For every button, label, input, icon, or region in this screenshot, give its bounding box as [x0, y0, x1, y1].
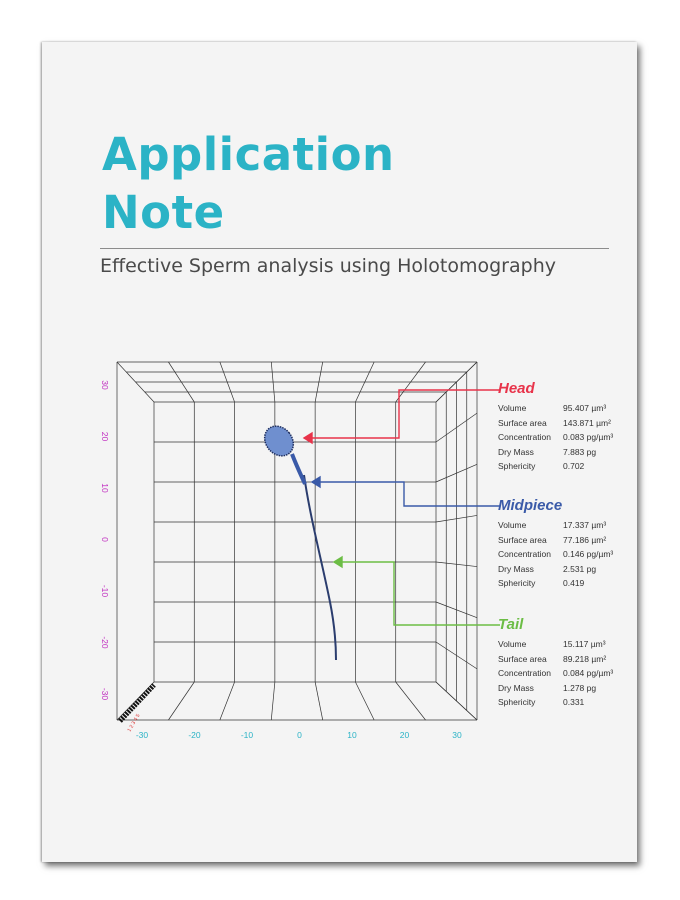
x-tick-label: 10 [347, 730, 357, 740]
stat-label: Concentration [498, 432, 551, 443]
stat-value: 89.218 µm² [563, 653, 607, 664]
head-pointer [304, 390, 500, 443]
svg-text:1 2 3 4 5: 1 2 3 4 5 [126, 713, 142, 733]
floor-gridline [396, 682, 426, 720]
y-tick-label: 20 [100, 431, 110, 442]
midpiece-stats-panel [498, 497, 648, 591]
x-tick-label: -30 [135, 730, 149, 740]
stat-value: 1.278 pg [563, 682, 597, 693]
stat-label: Dry Mass [498, 563, 534, 574]
stat-row [498, 666, 648, 681]
stat-value: 0.083 pg/µm³ [563, 432, 614, 443]
stat-row [498, 518, 648, 533]
stat-row [498, 401, 648, 416]
stat-value: 0.702 [563, 461, 585, 472]
stat-label: Sphericity [498, 697, 536, 708]
stat-label: Dry Mass [498, 682, 534, 693]
stat-row [498, 459, 648, 474]
plot-grid [117, 362, 477, 720]
stat-value: 17.337 µm³ [563, 520, 607, 530]
title-line-1: Application [102, 128, 395, 181]
stat-label: Concentration [498, 549, 551, 560]
stat-value: 15.117 µm³ [563, 639, 606, 649]
tail-pointer [334, 557, 500, 625]
stat-label: Dry Mass [498, 446, 534, 457]
midpiece-label: Midpiece [498, 497, 563, 514]
y-tick-label: 0 [100, 537, 110, 542]
stat-value: 0.419 [563, 578, 585, 589]
stat-row [498, 576, 648, 591]
stat-value: 7.883 pg [563, 446, 597, 457]
stat-row [498, 681, 648, 696]
stat-row [498, 562, 648, 577]
title-line-2: Note [102, 186, 225, 239]
stat-row [498, 430, 648, 445]
tail-stats-panel [498, 616, 648, 710]
stat-row [498, 547, 648, 562]
sperm-midpiece [292, 454, 305, 484]
y-tick-label: 30 [100, 380, 110, 390]
stat-label: Sphericity [498, 461, 536, 472]
y-tick-label: -30 [100, 687, 110, 701]
stat-label: Concentration [498, 668, 551, 679]
stat-label: Volume [498, 639, 527, 649]
corner-axis-marker [120, 685, 154, 733]
stat-label: Sphericity [498, 578, 536, 589]
floor-gridline [168, 682, 194, 720]
floor-gridline [355, 682, 374, 720]
stat-label: Volume [498, 520, 527, 530]
stat-value: 95.407 µm³ [563, 403, 607, 413]
stat-row [498, 533, 648, 548]
midpiece-pointer [312, 477, 500, 506]
stat-row [498, 637, 648, 652]
stat-value: 143.871 µm² [563, 417, 611, 428]
y-axis-ticks [100, 380, 110, 700]
stat-value: 77.186 µm² [563, 534, 607, 545]
page-subtitle: Effective Sperm analysis using Holotomography [100, 255, 556, 277]
floor-gridline [220, 682, 235, 720]
x-axis-ticks [136, 730, 462, 740]
stat-row [498, 445, 648, 460]
stat-label: Volume [498, 403, 527, 413]
x-tick-label: -20 [188, 730, 201, 740]
stat-label: Surface area [498, 417, 547, 428]
x-tick-label: 20 [399, 730, 410, 740]
sperm-tail [304, 475, 336, 660]
stat-value: 0.084 pg/µm³ [563, 668, 614, 679]
x-tick-label: 30 [452, 730, 462, 740]
stat-label: Surface area [498, 534, 547, 545]
head-stats-panel [498, 380, 648, 474]
stat-row [498, 695, 648, 710]
tail-label: Tail [498, 616, 524, 633]
floor-gridline [271, 682, 275, 720]
floor-gridline [315, 682, 323, 720]
stat-row [498, 416, 648, 431]
stat-value: 2.531 pg [563, 563, 597, 574]
stat-label: Surface area [498, 653, 547, 664]
x-tick-label: 0 [297, 730, 302, 740]
y-tick-label: 10 [100, 483, 110, 493]
y-tick-label: -10 [100, 584, 110, 598]
document-page [42, 42, 637, 862]
stat-row [498, 652, 648, 667]
stat-value: 0.146 pg/µm³ [563, 549, 614, 560]
y-tick-label: -20 [100, 636, 110, 649]
head-label: Head [498, 380, 535, 397]
x-tick-label: -10 [240, 730, 254, 740]
stat-value: 0.331 [563, 697, 585, 708]
